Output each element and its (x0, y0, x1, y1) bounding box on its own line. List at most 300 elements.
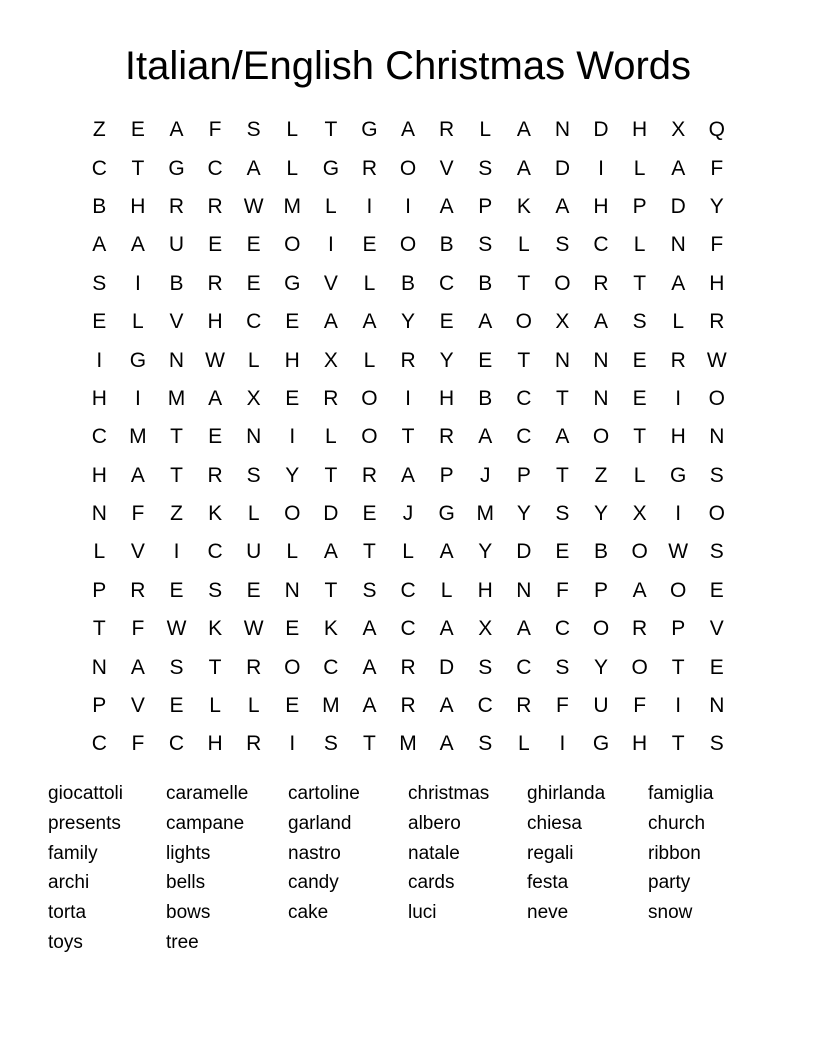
grid-letter: Z (92, 118, 106, 142)
grid-letter: M (476, 502, 494, 526)
grid-letter: O (284, 233, 301, 257)
grid-letter: H (207, 310, 223, 334)
grid-letter: Y (401, 310, 416, 334)
grid-letter: L (402, 540, 414, 564)
grid-letter: P (594, 578, 609, 602)
grid-letter: E (285, 310, 300, 334)
grid-letter: P (516, 463, 531, 487)
grid-letter: R (361, 463, 378, 487)
grid-letter: T (633, 271, 647, 295)
grid-letter: R (168, 194, 185, 218)
grid-letter: T (671, 655, 685, 679)
grid-letter: O (361, 425, 378, 449)
word-list-item: candy (288, 872, 339, 894)
grid-letter: S (478, 655, 493, 679)
grid-letter: V (439, 156, 454, 180)
grid-row (80, 226, 736, 264)
grid-letter: H (709, 271, 725, 295)
grid-letter: T (556, 463, 569, 487)
grid-letter: S (478, 233, 493, 257)
grid-letter: S (709, 463, 724, 487)
grid-letter: S (555, 233, 570, 257)
grid-letter: N (91, 655, 107, 679)
grid-letter: A (130, 463, 145, 487)
grid-letter: I (675, 386, 682, 410)
grid-letter: C (516, 425, 532, 449)
word-bank-column (648, 779, 768, 958)
grid-letter: S (632, 310, 647, 334)
grid-letter: A (439, 194, 454, 218)
grid-letter: A (362, 655, 377, 679)
grid-letter: E (555, 540, 570, 564)
grid-letter: T (633, 425, 647, 449)
grid-letter: S (246, 463, 261, 487)
grid-letter: F (131, 617, 145, 641)
grid-letter: F (208, 118, 222, 142)
word-list-item: campane (166, 812, 245, 834)
grid-letter: K (208, 502, 223, 526)
grid-letter: W (668, 540, 689, 564)
grid-letter: T (170, 425, 183, 449)
grid-letter: C (91, 732, 107, 756)
grid-letter: D (323, 502, 339, 526)
grid-letter: O (592, 425, 610, 449)
word-list-item: cards (408, 872, 455, 894)
grid-letter: Y (594, 655, 609, 679)
grid-letter: I (405, 194, 411, 218)
grid-letter: R (361, 156, 378, 180)
grid-letter: E (246, 271, 261, 295)
grid-letter: H (91, 463, 107, 487)
grid-row (80, 111, 736, 149)
grid-letter: D (439, 655, 455, 679)
grid-letter: U (246, 540, 262, 564)
word-list-item: christmas (408, 783, 490, 804)
grid-row (80, 725, 736, 763)
grid-letter: M (167, 386, 186, 410)
word-list-item: cake (288, 902, 329, 924)
word-list-item: garland (288, 812, 352, 834)
word-list-item: neve (527, 902, 569, 924)
grid-letter: E (285, 386, 300, 410)
word-bank-column (408, 779, 527, 958)
grid-letter: H (439, 386, 455, 410)
grid-letter: T (324, 463, 338, 487)
grid-letter: H (130, 194, 146, 218)
grid-letter: R (709, 310, 725, 334)
grid-letter: O (670, 578, 687, 602)
grid-letter: U (593, 694, 609, 718)
grid-letter: I (405, 386, 411, 410)
grid-letter: S (555, 502, 570, 526)
grid-letter: X (323, 348, 338, 372)
grid-letter: M (322, 694, 340, 718)
grid-row (80, 572, 736, 610)
grid-letter: N (168, 348, 185, 372)
word-list-item: ghirlanda (527, 783, 606, 804)
grid-letter: C (207, 540, 223, 564)
grid-letter: R (670, 348, 686, 372)
word-list-item: famiglia (648, 783, 714, 804)
word-bank-column (288, 779, 408, 958)
grid-letter: T (517, 348, 531, 372)
grid-letter: H (632, 118, 648, 142)
grid-letter: S (92, 271, 107, 295)
grid-letter: F (556, 578, 569, 602)
grid-letter: I (289, 732, 296, 756)
grid-letter: B (594, 540, 609, 564)
grid-letter: A (594, 310, 609, 334)
grid-letter: D (516, 540, 532, 564)
grid-letter: A (555, 425, 570, 449)
grid-row (80, 457, 736, 495)
grid-letter: I (289, 425, 296, 449)
grid-row (80, 341, 736, 379)
grid-letter: R (207, 271, 223, 295)
grid-letter: L (286, 118, 299, 142)
grid-letter: T (671, 732, 685, 756)
grid-letter: L (247, 694, 260, 718)
grid-letter: I (675, 694, 682, 718)
grid-letter: I (134, 271, 141, 295)
grid-letter: V (130, 540, 145, 564)
grid-letter: V (130, 694, 145, 718)
grid-letter: C (400, 617, 416, 641)
word-list-item: cartoline (288, 783, 360, 804)
grid-letter: I (96, 348, 103, 372)
grid-letter: E (478, 348, 493, 372)
grid-letter: A (130, 233, 145, 257)
grid-letter: L (93, 540, 106, 564)
grid-letter: L (209, 694, 221, 718)
grid-letter: B (92, 194, 107, 218)
grid-letter: L (633, 233, 646, 257)
word-list-item: presents (48, 812, 121, 834)
grid-letter: L (132, 310, 144, 334)
grid-letter: C (91, 156, 107, 180)
grid-letter: H (593, 194, 609, 218)
grid-letter: X (555, 310, 570, 334)
grid-letter: N (593, 386, 609, 410)
grid-letter: N (516, 578, 532, 602)
grid-letter: I (675, 502, 682, 526)
grid-letter: E (169, 694, 184, 718)
grid-letter: O (284, 502, 301, 526)
grid-letter: A (439, 732, 454, 756)
grid-letter: A (246, 156, 261, 180)
grid-letter: Y (439, 348, 454, 372)
grid-letter: E (632, 386, 647, 410)
grid-letter: R (246, 655, 262, 679)
grid-letter: C (554, 617, 570, 641)
grid-letter: W (706, 348, 727, 372)
grid-letter: W (243, 617, 264, 641)
grid-letter: H (91, 386, 107, 410)
grid-letter: Q (708, 118, 725, 142)
grid-letter: M (399, 732, 417, 756)
grid-letter: X (246, 386, 261, 410)
grid-letter: E (362, 502, 377, 526)
grid-letter: R (632, 617, 648, 641)
grid-letter: M (129, 425, 147, 449)
grid-letter: N (284, 578, 300, 602)
grid-letter: S (709, 540, 724, 564)
grid-letter: W (166, 617, 187, 641)
grid-letter: L (672, 310, 685, 334)
grid-letter: P (478, 194, 493, 218)
grid-letter: D (554, 156, 570, 180)
grid-letter: L (440, 578, 453, 602)
grid-letter: Z (170, 502, 183, 526)
word-list-item: ribbon (648, 842, 701, 864)
word-list-item: giocattoli (48, 783, 123, 804)
grid-letter: A (401, 118, 416, 142)
grid-letter: M (283, 194, 302, 218)
grid-letter: N (554, 118, 570, 142)
grid-letter: S (478, 156, 493, 180)
grid-letter: I (134, 386, 141, 410)
grid-letter: L (517, 233, 530, 257)
grid-letter: G (168, 156, 185, 180)
grid-letter: A (130, 655, 145, 679)
grid-letter: R (439, 118, 455, 142)
grid-letter: E (362, 233, 377, 257)
grid-letter: R (323, 386, 339, 410)
word-list-item: tree (166, 931, 199, 953)
grid-row (80, 380, 736, 418)
grid-letter: D (593, 118, 609, 142)
grid-letter: N (91, 502, 107, 526)
word-search-grid (80, 111, 736, 764)
grid-letter: A (439, 617, 454, 641)
word-list-item: lights (166, 842, 211, 864)
grid-letter: E (92, 310, 107, 334)
grid-letter: Y (516, 502, 531, 526)
grid-letter: L (633, 463, 646, 487)
word-bank (48, 779, 768, 958)
grid-letter: L (479, 118, 492, 142)
grid-letter: X (632, 502, 647, 526)
grid-letter: E (246, 233, 261, 257)
word-list-item: family (48, 842, 98, 864)
grid-letter: V (169, 310, 184, 334)
grid-letter: G (438, 502, 455, 526)
grid-letter: V (323, 271, 338, 295)
word-list-item: nastro (288, 842, 341, 864)
grid-letter: O (631, 540, 648, 564)
grid-letter: A (92, 233, 107, 257)
grid-row (80, 418, 736, 456)
word-list-item: torta (48, 902, 87, 924)
grid-letter: A (516, 118, 531, 142)
grid-letter: N (593, 348, 609, 372)
grid-letter: Z (594, 463, 608, 487)
grid-letter: E (208, 425, 223, 449)
grid-letter: N (246, 425, 262, 449)
grid-letter: N (709, 425, 725, 449)
word-list-item: albero (408, 812, 461, 834)
grid-letter: G (361, 118, 378, 142)
grid-letter: T (324, 118, 338, 142)
grid-letter: R (516, 694, 532, 718)
grid-letter: H (477, 578, 493, 602)
grid-letter: A (478, 425, 493, 449)
grid-letter: T (363, 540, 376, 564)
grid-letter: Y (478, 540, 493, 564)
grid-letter: P (92, 578, 107, 602)
grid-letter: C (516, 386, 532, 410)
word-list-item: archi (48, 872, 90, 894)
grid-letter: C (91, 425, 107, 449)
grid-letter: B (401, 271, 416, 295)
grid-letter: O (515, 310, 532, 334)
word-list-item: church (648, 812, 706, 834)
grid-letter: R (400, 694, 416, 718)
grid-letter: H (632, 732, 648, 756)
grid-letter: A (208, 386, 223, 410)
word-bank-column (166, 779, 288, 958)
grid-letter: A (555, 194, 570, 218)
grid-letter: E (439, 310, 454, 334)
grid-letter: B (478, 386, 493, 410)
grid-letter: Y (709, 194, 724, 218)
grid-letter: J (479, 463, 491, 487)
grid-letter: R (246, 732, 262, 756)
grid-letter: B (439, 233, 454, 257)
grid-letter: L (363, 348, 376, 372)
grid-row (80, 648, 736, 686)
grid-row (80, 265, 736, 303)
grid-letter: L (286, 156, 299, 180)
word-list-item: regali (527, 842, 574, 864)
word-bank-column (48, 779, 166, 958)
grid-letter: L (517, 732, 530, 756)
word-list-item: luci (408, 902, 437, 924)
grid-letter: E (285, 694, 300, 718)
grid-letter: U (168, 233, 185, 257)
grid-letter: B (478, 271, 493, 295)
grid-letter: Y (594, 502, 609, 526)
grid-letter: C (168, 732, 185, 756)
grid-letter: V (709, 617, 724, 641)
grid-letter: H (284, 348, 300, 372)
word-list-item: snow (648, 902, 693, 924)
grid-letter: T (92, 617, 106, 641)
grid-letter: I (598, 156, 604, 180)
grid-letter: A (516, 617, 531, 641)
grid-letter: G (592, 732, 610, 756)
grid-letter: T (170, 463, 183, 487)
word-list-item: natale (408, 842, 460, 864)
grid-letter: O (361, 386, 378, 410)
grid-letter: I (173, 540, 180, 564)
grid-letter: O (631, 655, 648, 679)
page-title: Italian/English Christmas Words (124, 44, 692, 88)
grid-letter: F (633, 694, 647, 718)
grid-letter: C (593, 233, 609, 257)
word-list-item: festa (527, 872, 569, 894)
grid-letter: L (633, 156, 646, 180)
grid-letter: A (362, 694, 377, 718)
grid-letter: E (709, 578, 724, 602)
grid-letter: H (670, 425, 686, 449)
grid-letter: R (400, 655, 416, 679)
grid-letter: E (632, 348, 647, 372)
grid-letter: I (327, 233, 334, 257)
word-list-item: bells (166, 872, 206, 894)
grid-letter: T (517, 271, 531, 295)
grid-letter: F (556, 694, 569, 718)
grid-letter: S (208, 578, 223, 602)
grid-letter: O (554, 271, 571, 295)
word-list-item: caramelle (166, 783, 249, 804)
grid-letter: P (92, 694, 107, 718)
grid-row (80, 610, 736, 648)
grid-letter: E (208, 233, 223, 257)
grid-row (80, 303, 736, 341)
grid-letter: T (401, 425, 415, 449)
grid-letter: O (284, 655, 301, 679)
grid-letter: K (516, 194, 531, 218)
grid-letter: E (169, 578, 184, 602)
grid-letter: R (207, 463, 223, 487)
word-list-item: party (648, 872, 691, 894)
grid-letter: N (670, 233, 686, 257)
grid-letter: O (708, 502, 725, 526)
grid-letter: L (325, 425, 337, 449)
grid-letter: A (671, 156, 686, 180)
grid-letter: P (632, 194, 647, 218)
grid-letter: C (323, 655, 339, 679)
grid-letter: T (131, 156, 145, 180)
grid-letter: E (709, 655, 724, 679)
grid-letter: K (323, 617, 338, 641)
word-list-item: bows (166, 902, 211, 924)
grid-letter: C (516, 655, 532, 679)
grid-letter: S (362, 578, 377, 602)
grid-letter: A (323, 310, 338, 334)
grid-letter: R (593, 271, 609, 295)
grid-letter: N (554, 348, 570, 372)
grid-letter: C (439, 271, 455, 295)
grid-letter: T (556, 386, 569, 410)
grid-letter: E (285, 617, 300, 641)
grid-letter: G (129, 348, 147, 372)
grid-letter: G (322, 156, 340, 180)
grid-row (80, 687, 736, 725)
grid-letter: C (207, 156, 223, 180)
grid-letter: R (130, 578, 146, 602)
grid-letter: S (709, 732, 724, 756)
grid-letter: R (439, 425, 455, 449)
grid-letter: A (362, 617, 377, 641)
grid-row (80, 188, 736, 226)
grid-letter: I (366, 194, 373, 218)
grid-letter: R (400, 348, 416, 372)
grid-letter: X (671, 118, 686, 142)
grid-letter: S (323, 732, 338, 756)
grid-letter: E (130, 118, 145, 142)
grid-letter: A (478, 310, 493, 334)
grid-letter: L (325, 194, 337, 218)
grid-letter: W (205, 348, 225, 372)
grid-letter: L (363, 271, 376, 295)
grid-letter: T (324, 578, 338, 602)
grid-letter: S (478, 732, 493, 756)
grid-letter: I (559, 732, 566, 756)
grid-row (80, 149, 736, 187)
grid-letter: O (592, 617, 610, 641)
